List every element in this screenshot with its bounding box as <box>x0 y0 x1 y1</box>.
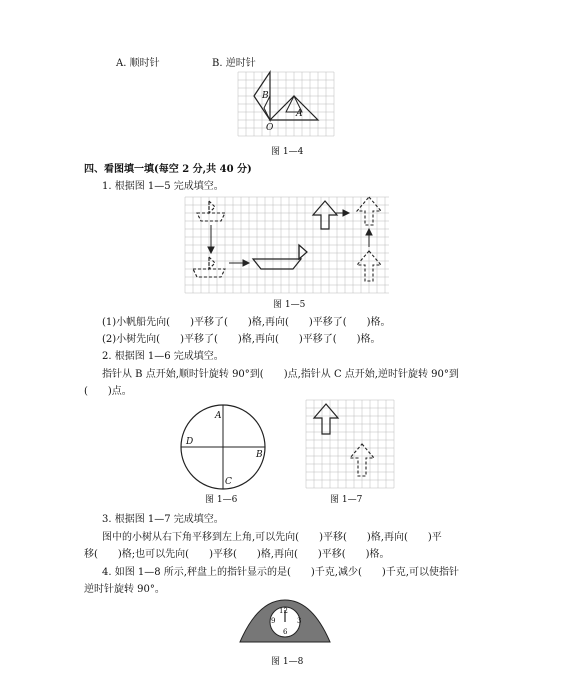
scale-num-12: 12 <box>279 607 288 615</box>
option-b: B. 逆时针 <box>212 58 256 69</box>
fig16-label-b: B <box>256 450 263 460</box>
q3-line1: 图中的小树从右下角平移到左上角,可以先向( )平移( )格,再向( )平 <box>102 532 442 543</box>
fig17-caption: 图 1—7 <box>330 495 363 505</box>
fig15-caption: 图 1—5 <box>273 300 306 310</box>
figure-1-5 <box>185 197 389 293</box>
figure-1-7 <box>306 400 394 488</box>
q2-line1: 指针从 B 点开始,顺时针旋转 90°到( )点,指针从 C 点开始,逆时针旋转 90°到 <box>102 369 459 380</box>
q3-prompt: 3. 根据图 1—7 完成填空。 <box>102 514 224 525</box>
q1-prompt: 1. 根据图 1—5 完成填空。 <box>102 181 224 192</box>
q2-line2: ( )点。 <box>84 386 132 397</box>
q2-prompt: 2. 根据图 1—6 完成填空。 <box>102 351 224 362</box>
fig14-caption: 图 1—4 <box>271 147 304 157</box>
fig16-caption: 图 1—6 <box>205 495 238 505</box>
q3-line2: 移( )格;也可以先向( )平移( )格,再向( )平移( )格。 <box>84 549 390 560</box>
fig14-label-b: B <box>262 91 269 101</box>
option-a: A. 顺时针 <box>116 58 160 69</box>
figure-1-4 <box>238 72 334 138</box>
fig14-label-a: A <box>296 109 303 119</box>
fig16-label-d: D <box>186 437 194 447</box>
scale-num-3: 3 <box>297 617 302 625</box>
q1-line1: (1)小帆船先向( )平移了( )格,再向( )平移了( )格。 <box>102 317 391 328</box>
fig18-caption: 图 1—8 <box>271 657 304 667</box>
scale-num-6: 6 <box>283 628 288 636</box>
fig14-label-o: O <box>266 123 274 133</box>
q4-line2: 逆时针旋转 90°。 <box>84 584 165 595</box>
fig16-label-c: C <box>225 477 232 487</box>
q4-line1: 4. 如图 1—8 所示,秤盘上的指针显示的是( )千克,减少( )千克,可以使指针 <box>102 567 459 578</box>
scale-num-9: 9 <box>271 617 276 625</box>
fig16-label-a: A <box>215 411 222 421</box>
q1-line2: (2)小树先向( )平移了( )格,再向( )平移了( )格。 <box>102 334 381 345</box>
figure-1-8-scale <box>238 598 332 648</box>
section4-heading: 四、看图填一填(每空 2 分,共 40 分) <box>84 164 252 175</box>
